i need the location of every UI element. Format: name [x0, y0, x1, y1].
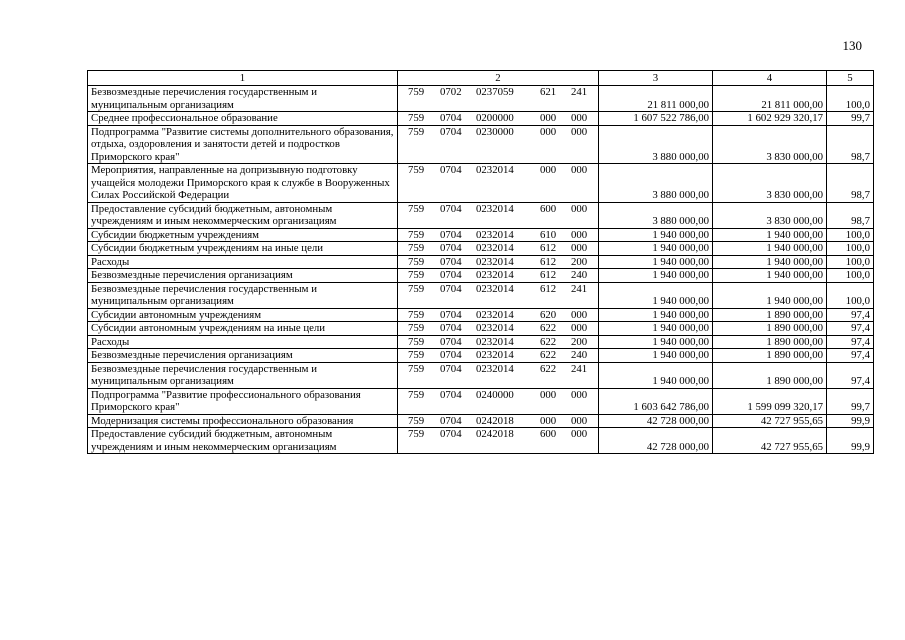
- admin-code: 759: [408, 202, 425, 215]
- expense-name: Расходы: [88, 335, 398, 349]
- executed-amount: 1 940 000,00: [713, 228, 827, 242]
- planned-amount: 21 811 000,00: [599, 86, 713, 112]
- admin-code: 759: [408, 282, 425, 295]
- admin-code: 759: [408, 428, 425, 440]
- section-code: 0704: [440, 228, 462, 241]
- target-code: 0232014: [476, 164, 514, 176]
- admin-code: 759: [408, 335, 425, 348]
- budget-codes-cell: [398, 164, 599, 203]
- kosgu-code: 000: [571, 242, 588, 254]
- kosgu-code: 000: [571, 308, 588, 321]
- type-code: 622: [540, 349, 557, 361]
- admin-code: 759: [408, 228, 425, 241]
- target-code: 0232014: [476, 228, 514, 241]
- column-header-4: 4: [713, 71, 827, 86]
- type-code: 000: [540, 125, 557, 138]
- executed-amount: 3 830 000,00: [713, 202, 827, 228]
- budget-codes-cell: [398, 308, 599, 322]
- planned-amount: 1 940 000,00: [599, 308, 713, 322]
- section-code: 0704: [440, 125, 462, 138]
- planned-amount: 3 880 000,00: [599, 125, 713, 164]
- admin-code: 759: [408, 164, 425, 176]
- type-code: 000: [540, 414, 557, 427]
- execution-percent: 97,4: [827, 349, 874, 363]
- expense-name: Субсидии автономным учреждениям на иные цели: [88, 322, 398, 336]
- budget-codes-cell: [398, 428, 599, 454]
- execution-percent: 99,9: [827, 428, 874, 454]
- target-code: 0232014: [476, 282, 514, 295]
- execution-percent: 97,4: [827, 308, 874, 322]
- admin-code: 759: [408, 86, 425, 98]
- expense-name: Модернизация системы профессионального образования: [88, 414, 398, 428]
- target-code: 0232014: [476, 362, 514, 375]
- page-number: 130: [842, 38, 862, 53]
- section-code: 0704: [440, 112, 462, 124]
- expense-name: Безвозмездные перечисления государственным и муниципальным организациям: [88, 282, 398, 308]
- table-row: [88, 86, 874, 112]
- type-code: 610: [540, 228, 557, 241]
- target-code: 0230000: [476, 125, 514, 138]
- planned-amount: 1 940 000,00: [599, 255, 713, 269]
- planned-amount: 3 880 000,00: [599, 164, 713, 203]
- type-code: 600: [540, 428, 557, 440]
- table-row: [88, 388, 874, 414]
- header-row: [88, 71, 874, 86]
- execution-percent: 100,0: [827, 228, 874, 242]
- expense-name: Среднее профессиональное образование: [88, 112, 398, 126]
- kosgu-code: 000: [571, 228, 588, 241]
- target-code: 0242018: [476, 428, 514, 440]
- kosgu-code: 000: [571, 112, 588, 124]
- table-row: [88, 269, 874, 283]
- table-row: [88, 428, 874, 454]
- table-row: [88, 362, 874, 388]
- section-code: 0704: [440, 388, 462, 401]
- kosgu-code: 241: [571, 362, 588, 375]
- expense-name: Субсидии бюджетным учреждениям: [88, 228, 398, 242]
- target-code: 0232014: [476, 255, 514, 268]
- section-code: 0704: [440, 322, 462, 334]
- budget-codes-cell: [398, 202, 599, 228]
- executed-amount: 21 811 000,00: [713, 86, 827, 112]
- budget-codes-cell: [398, 125, 599, 164]
- execution-percent: 97,4: [827, 335, 874, 349]
- section-code: 0702: [440, 86, 462, 98]
- expense-name: Мероприятия, направленные на допризывную подготовку учащейся молодежи Приморского края к службе в Вооруженных Силах Российской Федерации: [88, 164, 398, 203]
- planned-amount: 1 603 642 786,00: [599, 388, 713, 414]
- expense-name: Предоставление субсидий бюджетным, автономным учреждениям и иным некоммерческим организациям: [88, 428, 398, 454]
- executed-amount: 1 940 000,00: [713, 255, 827, 269]
- kosgu-code: 200: [571, 255, 588, 268]
- type-code: 612: [540, 269, 557, 281]
- planned-amount: 1 940 000,00: [599, 228, 713, 242]
- budget-codes-cell: [398, 349, 599, 363]
- kosgu-code: 000: [571, 428, 588, 440]
- expense-name: Безвозмездные перечисления организациям: [88, 269, 398, 283]
- planned-amount: 42 728 000,00: [599, 428, 713, 454]
- budget-codes-cell: [398, 242, 599, 256]
- table-row: [88, 349, 874, 363]
- type-code: 612: [540, 282, 557, 295]
- expense-name: Подпрограмма "Развитие системы дополнительного образования, отдыха, оздоровления и занятости детей и подростков Приморского края": [88, 125, 398, 164]
- planned-amount: 1 940 000,00: [599, 322, 713, 336]
- type-code: 600: [540, 202, 557, 215]
- kosgu-code: 000: [571, 322, 588, 334]
- table-row: [88, 308, 874, 322]
- execution-percent: 99,7: [827, 388, 874, 414]
- planned-amount: 1 607 522 786,00: [599, 112, 713, 126]
- executed-amount: 1 940 000,00: [713, 269, 827, 283]
- kosgu-code: 200: [571, 335, 588, 348]
- admin-code: 759: [408, 112, 425, 124]
- column-header-5: 5: [827, 71, 874, 86]
- budget-codes-cell: [398, 414, 599, 428]
- section-code: 0704: [440, 202, 462, 215]
- budget-codes-cell: [398, 388, 599, 414]
- admin-code: 759: [408, 269, 425, 281]
- budget-codes-cell: [398, 269, 599, 283]
- planned-amount: 1 940 000,00: [599, 335, 713, 349]
- target-code: 0232014: [476, 335, 514, 348]
- planned-amount: 42 728 000,00: [599, 414, 713, 428]
- target-code: 0200000: [476, 112, 514, 124]
- section-code: 0704: [440, 428, 462, 440]
- section-code: 0704: [440, 269, 462, 281]
- target-code: 0232014: [476, 242, 514, 254]
- type-code: 620: [540, 308, 557, 321]
- target-code: 0240000: [476, 388, 514, 401]
- table-row: [88, 255, 874, 269]
- target-code: 0232014: [476, 269, 514, 281]
- budget-codes-cell: [398, 255, 599, 269]
- target-code: 0242018: [476, 414, 514, 427]
- type-code: 622: [540, 362, 557, 375]
- section-code: 0704: [440, 308, 462, 321]
- planned-amount: 1 940 000,00: [599, 282, 713, 308]
- execution-percent: 97,4: [827, 322, 874, 336]
- type-code: 000: [540, 112, 557, 124]
- executed-amount: 1 890 000,00: [713, 349, 827, 363]
- planned-amount: 1 940 000,00: [599, 362, 713, 388]
- executed-amount: 3 830 000,00: [713, 125, 827, 164]
- table-row: [88, 164, 874, 203]
- target-code: 0232014: [476, 322, 514, 334]
- executed-amount: 1 890 000,00: [713, 335, 827, 349]
- execution-percent: 100,0: [827, 242, 874, 256]
- table-row: [88, 228, 874, 242]
- type-code: 000: [540, 388, 557, 401]
- admin-code: 759: [408, 242, 425, 254]
- expense-name: Предоставление субсидий бюджетным, автономным учреждениям и иным некоммерческим организациям: [88, 202, 398, 228]
- expense-name: Безвозмездные перечисления государственным и муниципальным организациям: [88, 362, 398, 388]
- kosgu-code: 000: [571, 164, 588, 176]
- column-header-3: 3: [599, 71, 713, 86]
- budget-codes-cell: [398, 112, 599, 126]
- section-code: 0704: [440, 282, 462, 295]
- kosgu-code: 240: [571, 349, 588, 361]
- planned-amount: 3 880 000,00: [599, 202, 713, 228]
- executed-amount: 1 602 929 320,17: [713, 112, 827, 126]
- execution-percent: 100,0: [827, 269, 874, 283]
- budget-codes-cell: [398, 282, 599, 308]
- execution-percent: 98,7: [827, 202, 874, 228]
- expense-name: Подпрограмма "Развитие профессионального образования Приморского края": [88, 388, 398, 414]
- kosgu-code: 241: [571, 282, 588, 295]
- kosgu-code: 000: [571, 202, 588, 215]
- expense-name: Безвозмездные перечисления организациям: [88, 349, 398, 363]
- budget-codes-cell: [398, 228, 599, 242]
- planned-amount: 1 940 000,00: [599, 269, 713, 283]
- budget-table: [87, 70, 874, 454]
- admin-code: 759: [408, 414, 425, 427]
- type-code: 000: [540, 164, 557, 176]
- admin-code: 759: [408, 125, 425, 138]
- section-code: 0704: [440, 349, 462, 361]
- table-row: [88, 322, 874, 336]
- admin-code: 759: [408, 322, 425, 334]
- type-code: 612: [540, 255, 557, 268]
- section-code: 0704: [440, 414, 462, 427]
- type-code: 622: [540, 322, 557, 334]
- admin-code: 759: [408, 362, 425, 375]
- kosgu-code: 000: [571, 388, 588, 401]
- execution-percent: 100,0: [827, 86, 874, 112]
- execution-percent: 99,9: [827, 414, 874, 428]
- expense-name: Безвозмездные перечисления государственным и муниципальным организациям: [88, 86, 398, 112]
- target-code: 0232014: [476, 308, 514, 321]
- admin-code: 759: [408, 255, 425, 268]
- expense-name: Субсидии автономным учреждениям: [88, 308, 398, 322]
- budget-codes-cell: [398, 362, 599, 388]
- kosgu-code: 000: [571, 125, 588, 138]
- executed-amount: 1 940 000,00: [713, 282, 827, 308]
- table-row: [88, 242, 874, 256]
- section-code: 0704: [440, 335, 462, 348]
- target-code: 0237059: [476, 86, 514, 98]
- execution-percent: 100,0: [827, 255, 874, 269]
- planned-amount: 1 940 000,00: [599, 349, 713, 363]
- executed-amount: 42 727 955,65: [713, 428, 827, 454]
- section-code: 0704: [440, 362, 462, 375]
- executed-amount: 1 940 000,00: [713, 242, 827, 256]
- table-row: [88, 112, 874, 126]
- kosgu-code: 000: [571, 414, 588, 427]
- executed-amount: 1 890 000,00: [713, 322, 827, 336]
- table-row: [88, 125, 874, 164]
- section-code: 0704: [440, 242, 462, 254]
- table-row: [88, 414, 874, 428]
- column-header-2: 2: [398, 71, 599, 86]
- type-code: 621: [540, 86, 557, 98]
- budget-codes-cell: [398, 86, 599, 112]
- table-row: [88, 202, 874, 228]
- budget-codes-cell: [398, 322, 599, 336]
- execution-percent: 99,7: [827, 112, 874, 126]
- table-row: [88, 282, 874, 308]
- execution-percent: 97,4: [827, 362, 874, 388]
- kosgu-code: 241: [571, 86, 588, 98]
- admin-code: 759: [408, 388, 425, 401]
- execution-percent: 98,7: [827, 164, 874, 203]
- type-code: 622: [540, 335, 557, 348]
- executed-amount: 3 830 000,00: [713, 164, 827, 203]
- type-code: 612: [540, 242, 557, 254]
- kosgu-code: 240: [571, 269, 588, 281]
- admin-code: 759: [408, 349, 425, 361]
- target-code: 0232014: [476, 202, 514, 215]
- target-code: 0232014: [476, 349, 514, 361]
- expense-name: Субсидии бюджетным учреждениям на иные цели: [88, 242, 398, 256]
- admin-code: 759: [408, 308, 425, 321]
- execution-percent: 98,7: [827, 125, 874, 164]
- executed-amount: 1 890 000,00: [713, 308, 827, 322]
- executed-amount: 1 599 099 320,17: [713, 388, 827, 414]
- table-row: [88, 335, 874, 349]
- executed-amount: 1 890 000,00: [713, 362, 827, 388]
- section-code: 0704: [440, 164, 462, 176]
- executed-amount: 42 727 955,65: [713, 414, 827, 428]
- budget-codes-cell: [398, 335, 599, 349]
- planned-amount: 1 940 000,00: [599, 242, 713, 256]
- expense-name: Расходы: [88, 255, 398, 269]
- section-code: 0704: [440, 255, 462, 268]
- column-header-1: 1: [88, 71, 398, 86]
- execution-percent: 100,0: [827, 282, 874, 308]
